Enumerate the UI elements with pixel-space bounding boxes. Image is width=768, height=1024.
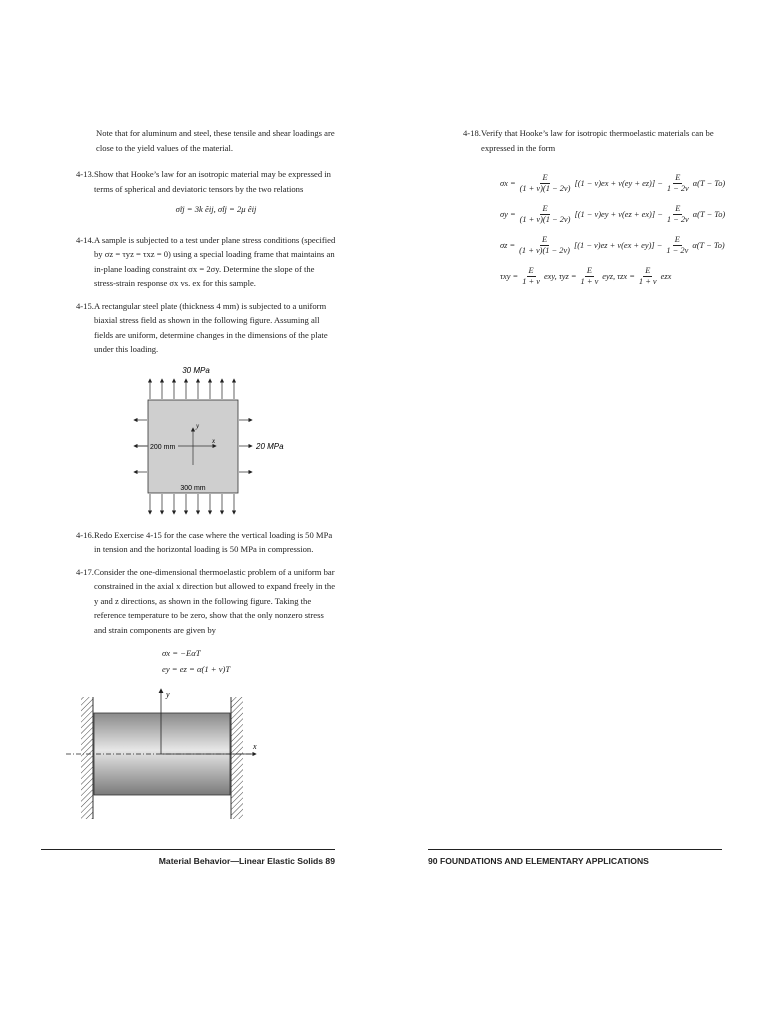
exercise-text: Show that Hooke’s law for an isotropic material may be expressed in terms of spherical and deviatoric tensors by the two relations (94, 169, 331, 194)
x-axis-label: x (212, 436, 216, 445)
exercise-number: 4-13. (76, 169, 94, 179)
exercise-number: 4-16. (76, 529, 94, 540)
shear-equations: τxy = $\frac{E}{1 + \nu}$ exy, τyz = $\frac{E}{1 + \nu}$ eyz, τzx = $\frac{E}{1 + \nu}$ ezx (500, 266, 672, 286)
sigma-y-equation: σy = $\frac{E}{(1 + \nu)(1 - 2\nu)}$ [(1 − ν)ey + ν(ez + ex)] − $\frac{E}{1 - 2\nu}$ α(T − To) (500, 204, 726, 224)
left-wall (81, 697, 93, 819)
height-dimension-label: 200 mm (150, 443, 176, 451)
constrained-bar-figure (31, 687, 293, 827)
left-page-column (76, 126, 338, 827)
biaxial-plate-figure (76, 365, 338, 520)
strain-equation: ey = ez = α(1 + ν)T (162, 664, 231, 674)
top-load-label: 30 MPa (182, 365, 210, 375)
top-arrows (150, 379, 234, 399)
exercise-text: Redo Exercise 4-15 for the case where the vertical loading is 50 MPa in tension and the horizontal loading is 50 MPa in compression. (94, 529, 333, 554)
exercise-4-13 (76, 167, 338, 225)
width-dimension-label: 300 mm (180, 484, 206, 492)
right-load-label: 20 MPa (256, 441, 284, 451)
right-arrows (239, 420, 252, 472)
bottom-arrows (150, 494, 234, 514)
sigma-x-equation: σx = $\frac{E}{(1 + \nu)(1 - 2\nu)}$ [(1 − ν)ex + ν(ey + ez)] − $\frac{E}{1 - 2\nu}$ α(T − To) (500, 173, 726, 193)
exercise-number: 4-17. (76, 566, 94, 577)
exercise-4-18 (463, 126, 725, 155)
exercise-number: 4-15. (76, 300, 94, 311)
thermoelastic-equations (162, 645, 338, 677)
exercise-text: Consider the one-dimensional thermoelastic problem of a uniform bar constrained in the axial x direction but allowed to expand freely in the y and z directions, as shown in the following figure. Taking the reference temperature to be zero, show that the only nonzero stress and strain components are given by (94, 566, 336, 635)
right-page-footer: 90 FOUNDATIONS AND ELEMENTARY APPLICATIONS (428, 849, 722, 866)
y-axis-label: y (196, 421, 200, 430)
hooke-law-equations (500, 168, 730, 292)
exercise-4-16 (76, 528, 338, 557)
exercise-4-17 (76, 565, 338, 638)
y-axis-label: y (166, 690, 170, 699)
stress-equation: σx = −EαT (162, 648, 201, 658)
intro-note: Note that for aluminum and steel, these tensile and shear loadings are close to the yield values of the material. (96, 128, 335, 153)
left-page-footer: Material Behavior—Linear Elastic Solids 89 (41, 849, 335, 866)
exercise-text: A rectangular steel plate (thickness 4 mm) is subjected to a uniform biaxial stress field as shown in the following figure. Assuming all fields are uniform, determine changes in the dimensions of the plate under this loading. (94, 300, 328, 354)
x-axis-label: x (253, 742, 257, 751)
equation: σ̃ij = 3k ẽij, σ̂ij = 2μ êij (175, 204, 257, 214)
exercise-text: A sample is subjected to a test under plane stress conditions (specified by σz = τyz = τxz = 0) using a special loading frame that maintains an in-plane loading constraint σx = 2σy. Determine the slope of the stress-strain response σx vs. ex for this sample. (94, 234, 336, 288)
exercise-number: 4-18. (463, 128, 481, 138)
exercise-4-14 (76, 233, 338, 291)
exercise-4-15 (76, 299, 338, 357)
right-page-column (463, 126, 725, 163)
right-wall (231, 697, 243, 819)
exercise-text: Verify that Hooke’s law for isotropic thermoelastic materials can be expressed in the form (481, 128, 714, 153)
sigma-z-equation: σz = $\frac{E}{(1 + \nu)(1 - 2\nu)}$ [(1 − ν)ez + ν(ex + ey)] − $\frac{E}{1 - 2\nu}$ α(T − To) (500, 235, 725, 255)
exercise-number: 4-14. (76, 234, 94, 245)
